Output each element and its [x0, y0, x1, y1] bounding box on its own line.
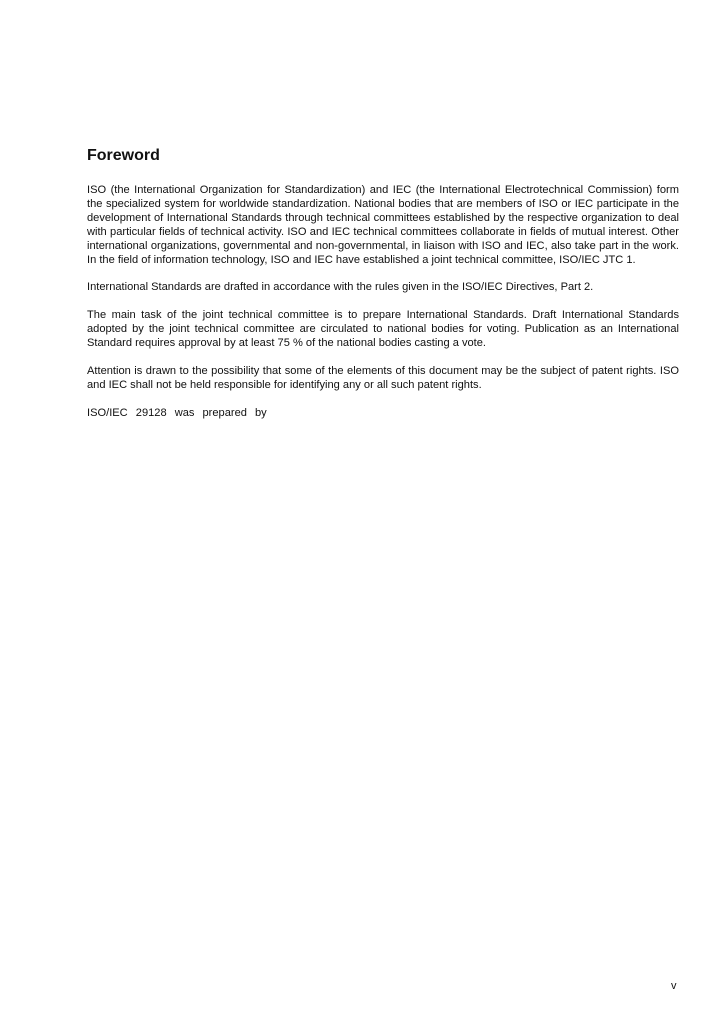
page-number: v: [671, 980, 677, 992]
paragraph-main-task: The main task of the joint technical committee is to prepare International Standards. Draft International Standards adopted by the joint technical committee are circulated to national bodies for voting. Publication as an International Standard requires approval by at least 75 % of the national bodies casting a vote.: [87, 309, 679, 350]
paragraph-drafting-rules: International Standards are drafted in accordance with the rules given in the ISO/IEC Directives, Part 2.: [87, 281, 594, 294]
prepared-by-statement: ISO/IEC 29128 was prepared by: [87, 406, 267, 419]
paragraph-patent-rights: Attention is drawn to the possibility that some of the elements of this document may be the subject of patent rights. ISO and IEC shall not be held responsible for identifying any or all such patent rights.: [87, 365, 679, 391]
foreword-section: [87, 146, 679, 421]
paragraph-iso-iec-overview: ISO (the International Organization for Standardization) and IEC (the International Electrotechnical Commission) form the specialized system for worldwide standardization. National bodies that are members of ISO or IEC participate in the development of International Standards through technical committees established by the respective organization to deal with particular fields of technical activity. ISO and IEC technical committees collaborate in fields of mutual interest. Other international organizations, governmental and non-governmental, in liaison with ISO and IEC, also take part in the work. In the field of information technology, ISO and IEC have established a joint technical committee, ISO/IEC JTC 1.: [87, 184, 679, 266]
foreword-heading: Foreword: [87, 147, 160, 164]
